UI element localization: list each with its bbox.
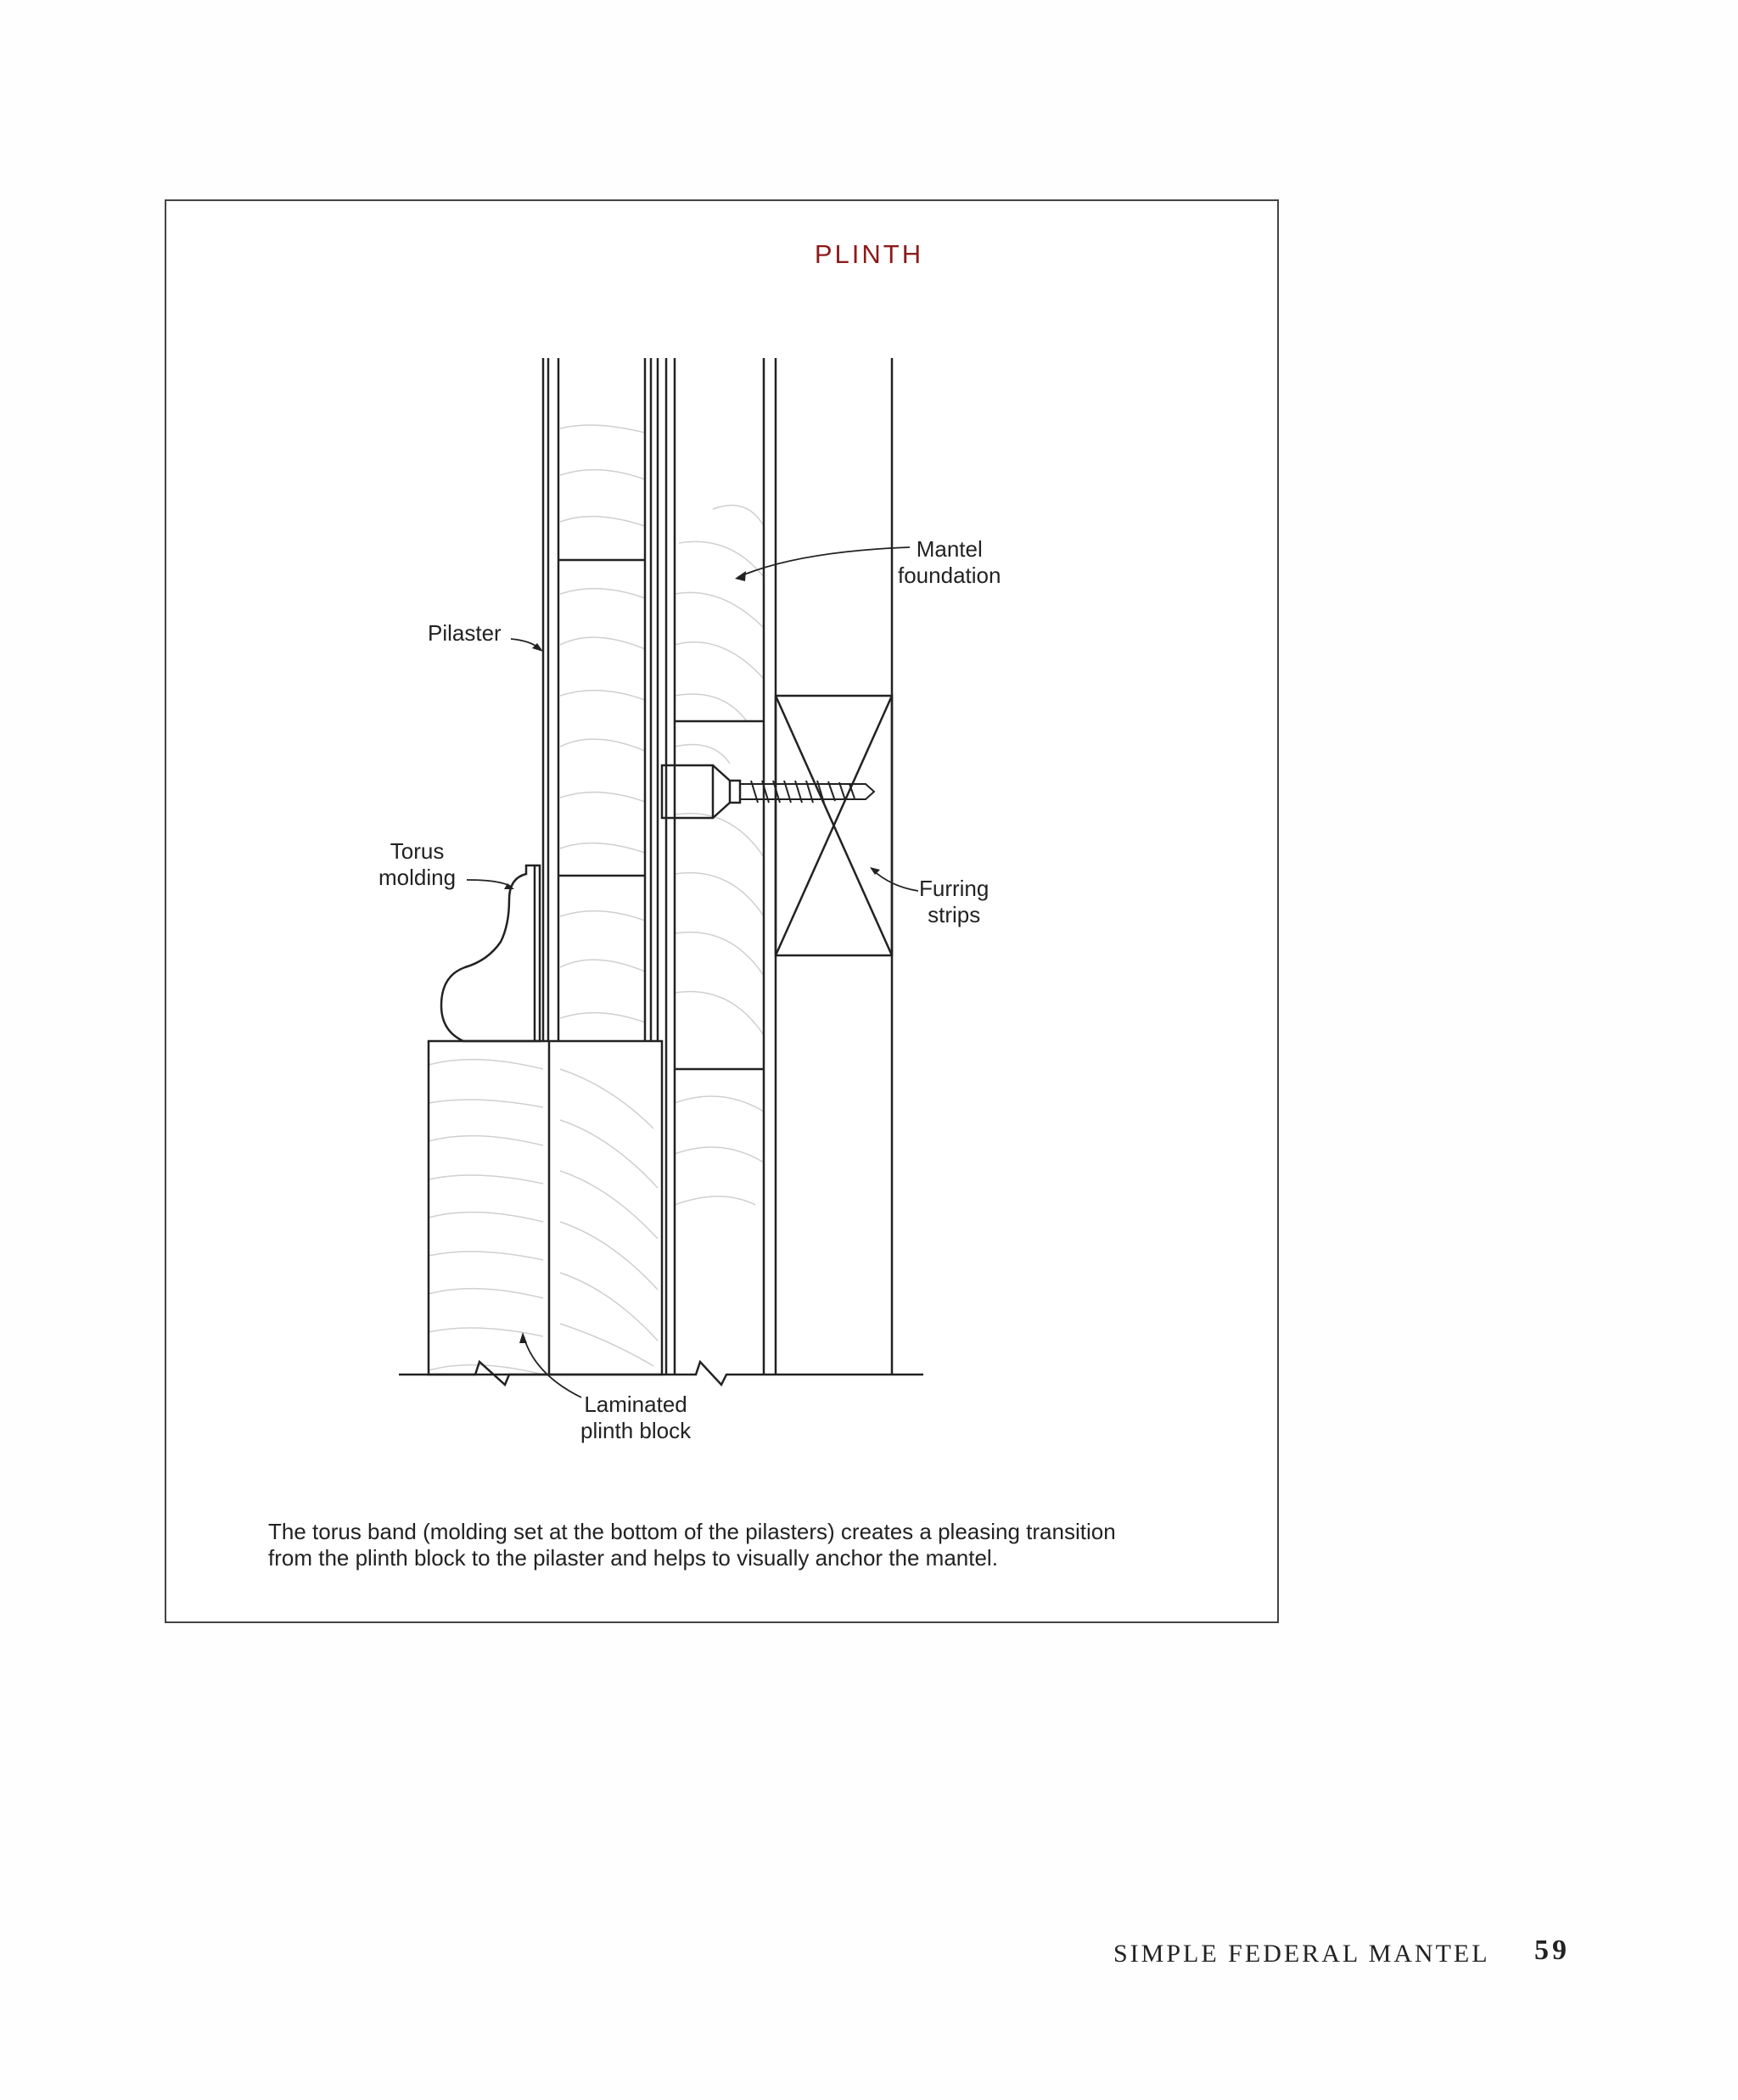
label-torus-molding: Torus molding [378,838,457,890]
caption-line-1: The torus band (molding set at the bottom of the pilasters) creates a pleasing transition [268,1519,1116,1544]
label-furring-strips: Furring strips [919,876,990,927]
caption-line-2: from the plinth block to the pilaster and helps to visually anchor the mantel. [268,1545,998,1571]
wood-grain [429,425,764,1375]
section-lines [399,358,923,1385]
label-mantel-foundation: Mantel foundation [898,536,1001,588]
figure-caption [268,1519,1244,1571]
figure-title: PLINTH [814,239,924,269]
label-pilaster: Pilaster [428,620,502,646]
running-head: SIMPLE FEDERAL MANTEL [1113,1940,1490,1968]
screw [740,781,874,803]
label-laminated-plinth-block: Laminated plinth block [580,1392,692,1443]
page-number: 59 [1534,1935,1570,1966]
leader-arrowheads [504,571,880,1343]
